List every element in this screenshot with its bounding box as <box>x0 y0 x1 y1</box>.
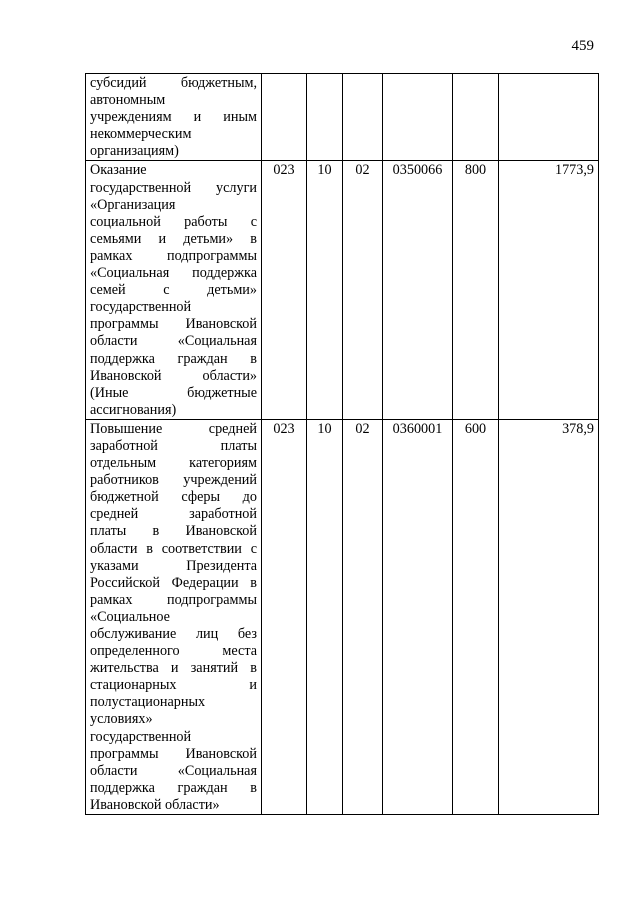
item-name-line: отдельным категориям <box>90 455 257 472</box>
item-name-line: программы Ивановской <box>90 745 257 762</box>
item-name-line: рамках подпрограммы <box>90 591 257 608</box>
target-article-cell <box>383 74 453 161</box>
item-name-line: бюджетной сферы до <box>90 489 257 506</box>
item-name-line: жительства и занятий в <box>90 660 257 677</box>
item-name-line: Ивановской области» <box>90 796 220 813</box>
amount-cell: 1773,9 <box>499 161 599 419</box>
subsection-code-cell: 02 <box>343 419 383 814</box>
item-name-line: семьями и детьми» в <box>90 230 257 247</box>
item-name-line: Оказание <box>90 162 147 179</box>
item-name-line: «Социальное <box>90 608 170 625</box>
target-article-cell: 0350066 <box>383 161 453 419</box>
amount-cell: 378,9 <box>499 419 599 814</box>
item-name-line: определенного места <box>90 643 257 660</box>
item-name-line: обслуживание лиц без <box>90 626 257 642</box>
item-name-line: указами Президента <box>90 557 257 574</box>
item-name-line: поддержка граждан в <box>90 779 257 796</box>
amount-cell <box>499 74 599 161</box>
item-name-line: рамках подпрограммы <box>90 247 257 264</box>
item-name-line: некоммерческим <box>90 126 192 143</box>
item-name-line: стационарных и <box>90 677 257 694</box>
item-name-cell <box>86 161 262 419</box>
item-name-line: поддержка граждан в <box>90 350 257 367</box>
item-name-cell <box>86 74 262 161</box>
item-name-line: полустационарных <box>90 694 206 711</box>
ministry-code-cell: 023 <box>262 419 307 814</box>
item-name-line: «Организация <box>90 196 176 213</box>
item-name-line: автономным <box>90 92 166 109</box>
item-name-line: программы Ивановской <box>90 316 257 333</box>
ministry-code-cell <box>262 74 307 161</box>
item-name-line: социальной работы с <box>90 213 257 230</box>
item-name-line: работников учреждений <box>90 472 257 489</box>
item-name-line: Российской Федерации в <box>90 574 257 591</box>
section-code-cell <box>307 74 343 161</box>
item-name-line: государственной <box>90 728 192 745</box>
item-name-cell <box>86 419 262 814</box>
expense-type-cell: 800 <box>453 161 499 419</box>
item-name-line: государственной услуги <box>90 179 257 196</box>
table-row <box>86 419 599 814</box>
item-name-line: заработной платы <box>90 437 257 454</box>
table-row <box>86 74 599 161</box>
subsection-code-cell: 02 <box>343 161 383 419</box>
item-name-line: семей с детьми» <box>90 282 257 299</box>
expense-type-cell <box>453 74 499 161</box>
section-code-cell: 10 <box>307 419 343 814</box>
item-name-line: области «Социальная <box>90 333 257 350</box>
ministry-code-cell: 023 <box>262 161 307 419</box>
item-name-line: области в соответствии с <box>90 540 257 557</box>
expense-type-cell: 600 <box>453 419 499 814</box>
item-name-line: субсидий бюджетным, <box>90 75 257 91</box>
item-name-line: (Иные бюджетные <box>90 384 257 401</box>
item-name-line: платы в Ивановской <box>90 523 257 540</box>
item-name-line: государственной <box>90 299 192 316</box>
budget-table <box>85 73 599 815</box>
section-code-cell: 10 <box>307 161 343 419</box>
item-name-line: Повышение средней <box>90 420 257 437</box>
item-name-line: организациям) <box>90 143 179 160</box>
item-name-line: учреждениям и иным <box>90 109 257 126</box>
item-name-line: условиях» <box>90 711 153 728</box>
subsection-code-cell <box>343 74 383 161</box>
item-name-line: ассигнования) <box>90 401 177 418</box>
item-name-line: средней заработной <box>90 506 257 523</box>
item-name-line: Ивановской области» <box>90 367 257 384</box>
page-number: 459 <box>571 38 594 54</box>
table-row <box>86 161 599 419</box>
item-name-line: области «Социальная <box>90 762 257 779</box>
target-article-cell: 0360001 <box>383 419 453 814</box>
item-name-line: «Социальная поддержка <box>90 265 257 282</box>
